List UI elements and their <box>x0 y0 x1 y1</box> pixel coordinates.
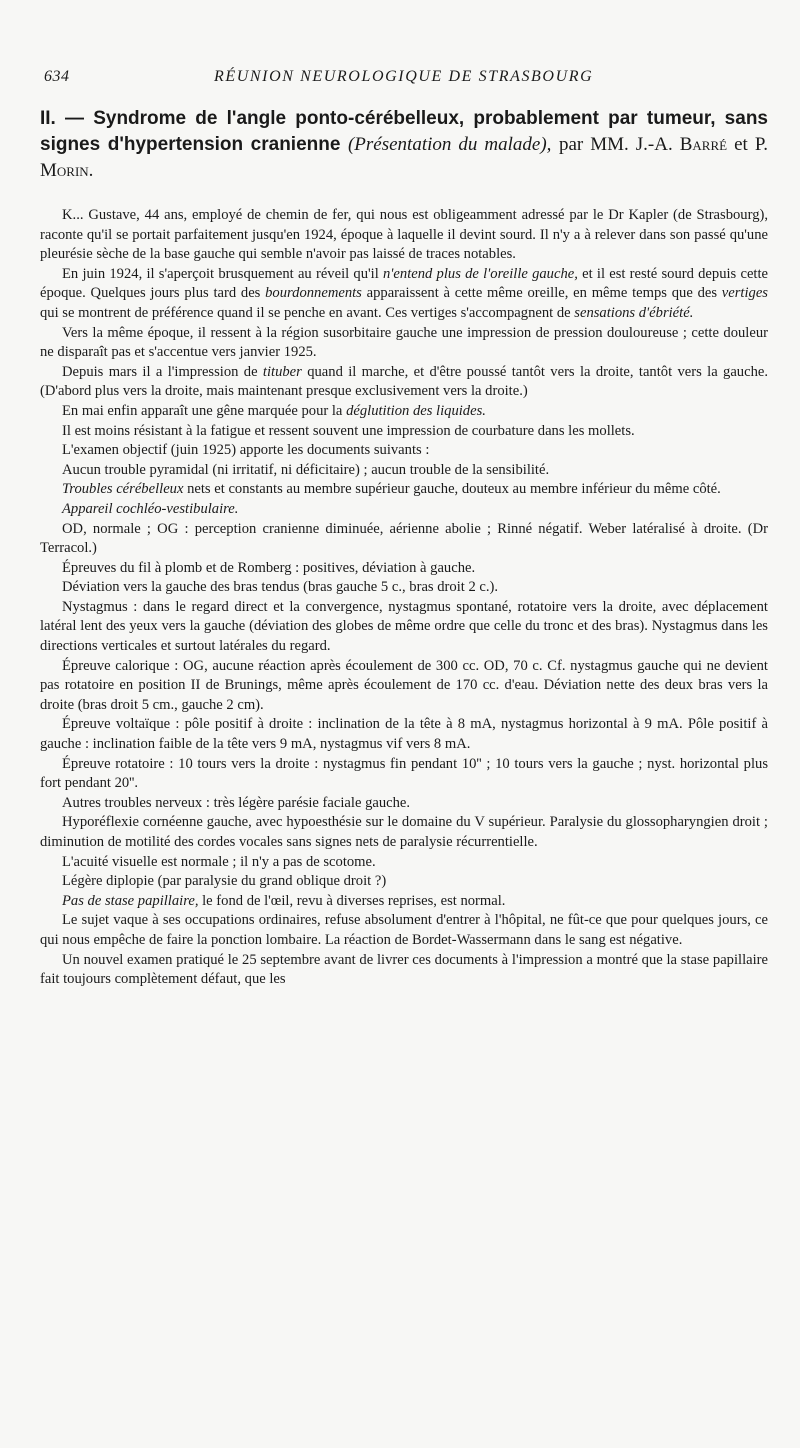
paragraph: Nystagmus : dans le regard direct et la convergence, nystagmus spontané, rotatoire vers la droite, avec déplacement latéral lent des yeux vers la gauche (déviation des globes de même ordre que celle du tronc et des bras). Nystagmus dans les directions verticales et surtout latérales du regard. <box>40 598 768 655</box>
article-number: II. — <box>40 108 85 129</box>
paragraph: Épreuve calorique : OG, aucune réaction après écoulement de 300 cc. OD, 70 c. Cf. nystagmus gauche qui ne devient pas rotatoire en position II de Brunings, même après écoulement de 170 cc. d'eau. Déviation nette des deux bras vers la droite (bras droit 5 cm., gauche 2 cm). <box>40 657 768 713</box>
paragraph: Depuis mars il a l'impression de tituber quand il marche, et d'être poussé tantôt vers la droite, tantôt vers la gauche. (D'abord plus vers la droite, mais maintenant presque exclusivement vers la droite.) <box>40 363 768 400</box>
journal-title: RÉUNION NEUROLOGIQUE DE STRASBOURG <box>214 68 594 85</box>
running-head <box>40 50 768 85</box>
paragraph: Déviation vers la gauche des bras tendus (bras gauche 5 c., bras droit 2 c.). <box>62 579 499 596</box>
paragraph: L'examen objectif (juin 1925) apporte les documents suivants : <box>62 442 430 459</box>
paragraph: En mai enfin apparaît une gêne marquée pour la déglutition des liquides. <box>62 402 486 419</box>
paragraph: Le sujet vaque à ses occupations ordinaires, refuse absolument d'entrer à l'hôpital, ne fût-ce que pour quelques jours, ce qui nous empêche de faire la ponction lombaire. La réaction de Bordet-Wassermann dans le sang est négative. <box>40 912 768 948</box>
by-text: par MM. <box>558 134 629 155</box>
paragraph: Autres troubles nerveux : très légère parésie faciale gauche. <box>62 794 411 811</box>
and-text: et <box>734 134 748 155</box>
paragraph: Pas de stase papillaire, le fond de l'œil, revu à diverses reprises, est normal. <box>62 892 506 909</box>
paragraph: Troubles cérébelleux nets et constants au membre supérieur gauche, douteux au membre inférieur du même côté. <box>62 481 721 498</box>
paragraph: Légère diplopie (par paralysie du grand oblique droit ?) <box>62 873 387 890</box>
paragraph: Épreuve voltaïque : pôle positif à droite : inclination de la tête à 8 mA, nystagmus horizontal à 9 mA. Pôle positif à gauche : inclination faible de la tête vers 9 mA, nystagmus vif vers 8 mA. <box>40 716 768 753</box>
author-2: P. Morin. <box>40 134 769 181</box>
paragraph: Épreuve rotatoire : 10 tours vers la droite : nystagmus fin pendant 10'' ; 10 tours vers la gauche ; nyst. horizontal plus fort pendant 20''. <box>40 755 768 792</box>
author-1: J.-A. Barré <box>635 134 728 155</box>
paragraph: Hyporéflexie cornéenne gauche, avec hypoesthésie sur le domaine du V supérieur. Paralysie du glossopharyngien droit ; diminution de motilité des cordes vocales sans signes nets de paralysie récurrentielle. <box>40 814 768 850</box>
article-title: Syndrome de l'angle ponto-cérébelleux, probablement par tumeur, sans signes d'hypertension cranienne <box>40 108 768 155</box>
paragraph: K... Gustave, 44 ans, employé de chemin de fer, qui nous est obligeamment adressé par le Dr Kapler (de Strasbourg), raconte qu'il se portait parfaitement jusqu'en 1924, époque à laquelle il devint sourd. Il n'y a à relever dans son passé qu'une pleurésie sèche de la base gauche qui semble n'avoir pas laissé de traces notables. <box>40 207 768 263</box>
paragraph: En juin 1924, il s'aperçoit brusquement au réveil qu'il n'entend plus de l'oreille gauche, et il est resté sourd depuis cette époque. Quelques jours plus tard des bourdonnements apparaissent à cette même oreille, en même temps que des vertiges qui se montrent de préférence quand il se penche en avant. Ces vertiges s'accompagnent de sensations d'ébriété. <box>40 265 769 321</box>
presentation-note: (Présentation du malade), <box>347 134 552 155</box>
paragraph: Épreuves du fil à plomb et de Romberg : positives, déviation à gauche. <box>62 559 476 576</box>
page-number: 634 <box>44 68 70 85</box>
article-heading <box>40 106 768 184</box>
paragraph: Appareil cochléo-vestibulaire. <box>62 500 239 517</box>
paragraph: OD, normale ; OG : perception cranienne diminuée, aérienne abolie ; Rinné négatif. Weber latéralisé à droite. (Dr Terracol.) <box>40 520 768 557</box>
paragraph: Il est moins résistant à la fatigue et ressent souvent une impression de courbature dans les mollets. <box>62 422 635 439</box>
paragraph: Vers la même époque, il ressent à la région susorbitaire gauche une impression de pression douloureuse ; cette douleur ne disparaît pas et s'accentue vers janvier 1925. <box>40 324 768 361</box>
paragraph: L'acuité visuelle est normale ; il n'y a pas de scotome. <box>62 853 376 870</box>
paragraph: Aucun trouble pyramidal (ni irritatif, ni déficitaire) ; aucun trouble de la sensibilité. <box>62 461 550 478</box>
article-body <box>40 206 768 990</box>
paragraph: Un nouvel examen pratiqué le 25 septembre avant de livrer ces documents à l'impression a montré que la stase papillaire fait toujours complètement défaut, que les <box>40 951 768 988</box>
